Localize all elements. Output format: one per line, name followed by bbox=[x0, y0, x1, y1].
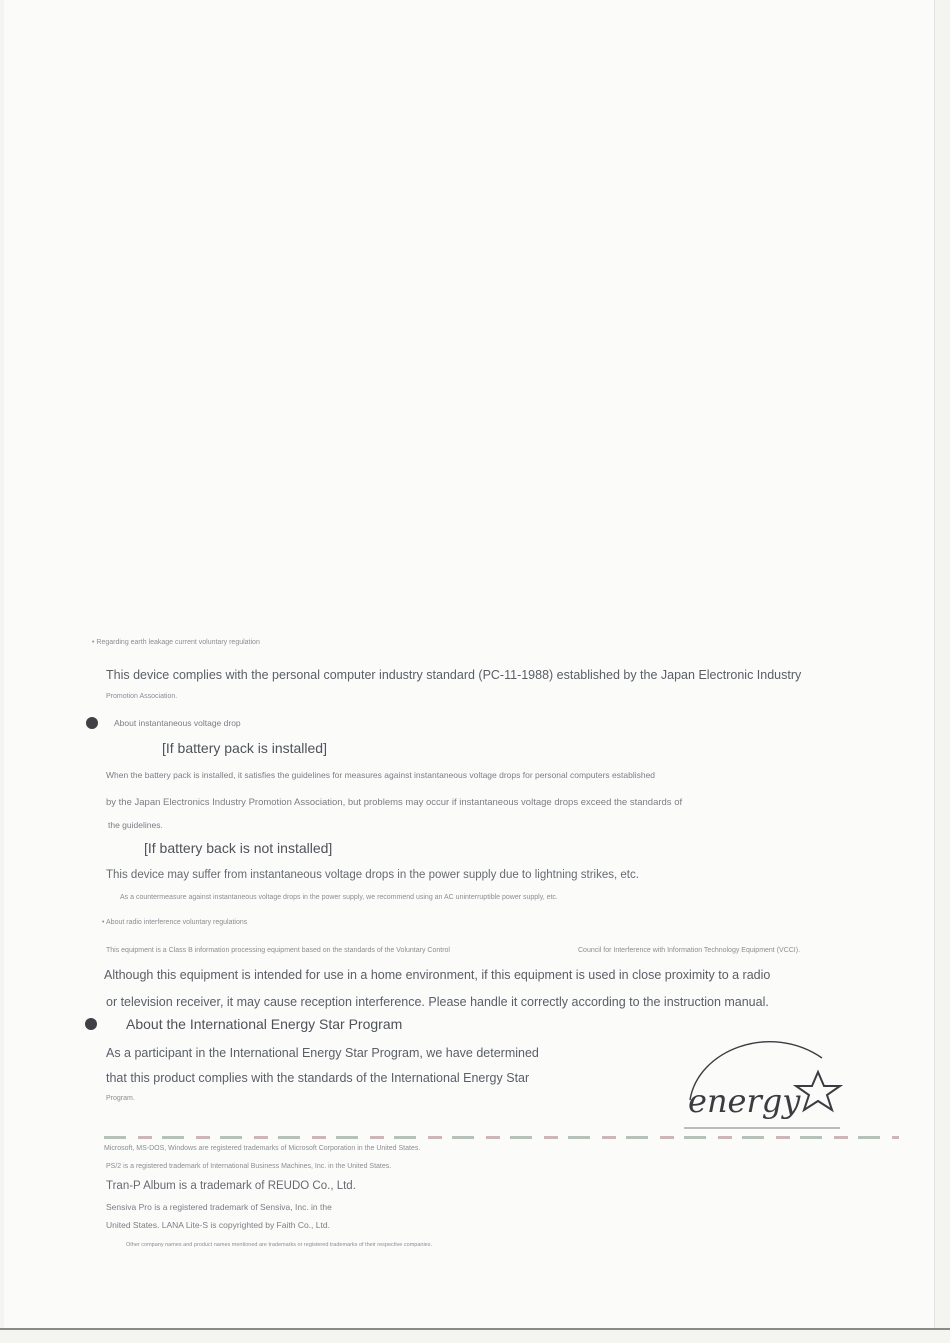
trademark-line6: Other company names and product names mentioned are trademarks or registered trademarks of their respective companies. bbox=[126, 1242, 433, 1248]
earth-leakage-heading: • Regarding earth leakage current voluntary regulation bbox=[92, 639, 260, 646]
energy-star-line3: Program. bbox=[106, 1095, 135, 1102]
bullet-icon bbox=[86, 717, 98, 729]
earth-leakage-heading-text: Regarding earth leakage current voluntary regulation bbox=[96, 639, 260, 646]
radio-heading-text: About radio interference voluntary regulations bbox=[106, 919, 248, 926]
trademark-line2: PS/2 is a registered trademark of International Business Machines, Inc. in the United States. bbox=[106, 1163, 392, 1170]
voltage-drop-heading: About instantaneous voltage drop bbox=[114, 718, 241, 728]
battery-not-installed-line2: As a countermeasure against instantaneous voltage drops in the power supply, we recommend using an AC uninterruptible power supply, etc. bbox=[120, 894, 558, 901]
trademark-line3: Tran-P Album is a trademark of REUDO Co., Ltd. bbox=[106, 1180, 356, 1192]
trademark-line4: Sensiva Pro is a registered trademark of Sensiva, Inc. in the bbox=[106, 1202, 332, 1212]
divider-dashed bbox=[104, 1136, 899, 1139]
battery-installed-line1: When the battery pack is installed, it satisfies the guidelines for measures against instantaneous voltage drops for personal computers established bbox=[106, 770, 656, 780]
energy-star-line2: that this product complies with the standards of the International Energy Star bbox=[106, 1071, 530, 1085]
energy-star-heading: About the International Energy Star Program bbox=[126, 1016, 403, 1032]
energy-star-line1: As a participant in the International Energy Star Program, we have determined bbox=[106, 1046, 539, 1060]
radio-line1b: Council for Interference with Information Technology Equipment (VCCI). bbox=[578, 947, 801, 954]
radio-line3: or television receiver, it may cause reception interference. Please handle it correctly according to the instruction manual. bbox=[106, 995, 769, 1009]
earth-leakage-body: This device complies with the personal computer industry standard (PC-11-1988) established by the Japan Electronic Industry bbox=[106, 668, 802, 682]
battery-not-installed-line1: This device may suffer from instantaneous voltage drops in the power supply due to lightning strikes, etc. bbox=[106, 869, 639, 881]
bullet-icon bbox=[85, 1018, 97, 1030]
battery-installed-heading: [If battery pack is installed] bbox=[162, 740, 327, 756]
radio-line2: Although this equipment is intended for use in a home environment, if this equipment is used in close proximity to a radio bbox=[104, 968, 771, 982]
energy-star-logo bbox=[680, 1028, 850, 1132]
trademark-line1: Microsoft, MS-DOS, Windows are registered trademarks of Microsoft Corporation in the United States. bbox=[104, 1145, 421, 1152]
page-bottom-edge bbox=[0, 1328, 950, 1330]
radio-line1a: This equipment is a Class B information processing equipment based on the standards of the Voluntary Control bbox=[106, 947, 450, 954]
trademark-line5: United States. LANA Lite-S is copyrighted by Faith Co., Ltd. bbox=[106, 1220, 330, 1230]
battery-not-installed-heading: [If battery back is not installed] bbox=[144, 840, 333, 856]
energy-logo-wordmark: energy bbox=[688, 1082, 801, 1120]
battery-installed-line3: the guidelines. bbox=[108, 820, 163, 830]
radio-heading: • About radio interference voluntary regulations bbox=[102, 919, 248, 926]
earth-leakage-body-cont: Promotion Association. bbox=[106, 693, 178, 700]
manual-page bbox=[4, 0, 935, 1328]
battery-installed-line2: by the Japan Electronics Industry Promotion Association, but problems may occur if instantaneous voltage drops exceed the standards of bbox=[106, 797, 683, 808]
